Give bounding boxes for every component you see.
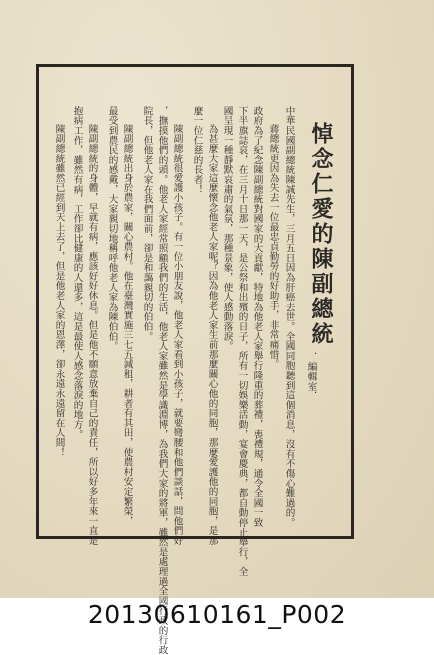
paragraph-line: 國呈現一種靜默哀肅的氣氛，那種景象，使人感動落淚。 <box>221 106 233 351</box>
paragraph-line: 抱病工作，雖然有病，工作卻比健康的人還多，這是最使人感念落淚的地方。 <box>71 106 83 440</box>
byline: ．編輯室． <box>305 352 317 401</box>
paragraph-line: 陳副總統雖然已經到天上去了，但是他老人家的恩澤，卻永遠永遠留在人間！ <box>53 124 65 458</box>
paragraph-line: 政府為了紀念陳副總統對國家的大貢獻，特地為他老人家舉行隆重的葬禮，喪禮規，通令全國一致 <box>251 106 263 528</box>
paragraph-line: ，撫摸他們的頭。他老人家經常照顧我們的生活，他老人家雖然是學識淵博，為我們大家的將軍，雖然是處理過全國行政的行政 <box>156 106 168 655</box>
paragraph-line: 麼一位仁慈的長者！ <box>191 106 203 195</box>
paragraph-line: 下半旗誌哀，在三月十日那一天，是公祭和出殯的日子，所有一切娛樂活動，宴會慶典，都自動停止舉行，全 <box>236 106 248 577</box>
paragraph-line: 最受到農民的感戴，大家親切地稱呼他老人家為陳伯伯。 <box>106 106 118 351</box>
paragraph-line: 中華民國副總統陳誠先生，三月五日因為肝癌去世。全國同胞聽到這個消息，沒有不傷心難過的。 <box>283 106 295 528</box>
paragraph-line: 蔣總統更因為失去一位最忠貞勤勞的好助手，非常痛惜。 <box>267 124 279 369</box>
paragraph-line: 院長，但他老人家在我們面前，卻是和藹親切的伯伯。 <box>141 106 153 342</box>
paragraph-line: 為甚麼大家這麼懷念他老人家呢？因為他老人家生前那麼關心他的同胞，那麼愛護他的同胞，是那 <box>206 124 218 546</box>
paragraph-line: 陳副總統的身體，早就有病，應該好好休息。但是他不願意放棄自己的責任，所以好多年來一直是 <box>86 124 98 546</box>
article-title: 悼念仁愛的陳副總統 <box>308 122 334 347</box>
paragraph-line: 陳副總統很愛護小孩子。有一位小朋友說，他老人家看到小孩子，就要彎腰和他們談話，問他們好 <box>171 124 183 546</box>
paragraph-line: 陳副總統出身於農家，關心農村。他在臺灣實施三七五減租，耕者有其田，使農村安定繁榮， <box>121 124 133 526</box>
image-caption: 20130610161_P002 <box>87 600 347 629</box>
